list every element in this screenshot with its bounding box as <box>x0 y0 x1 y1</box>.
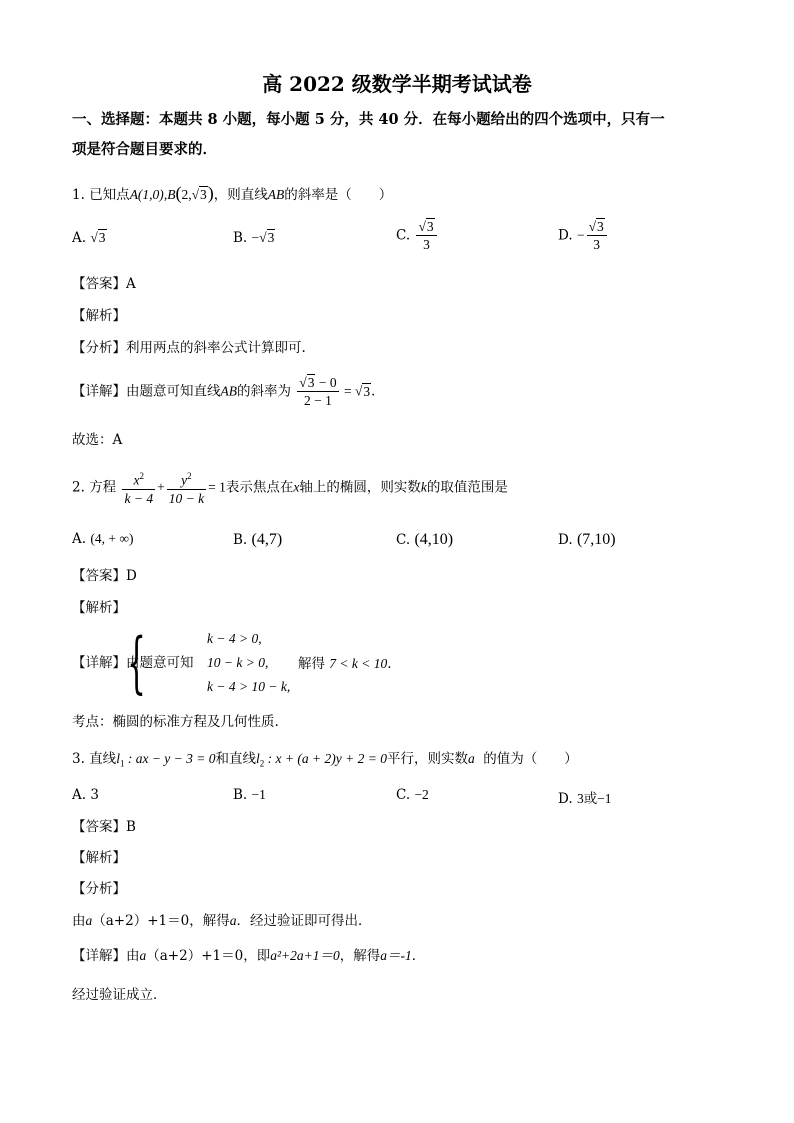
q2-analysis-label: 【解析】 <box>72 600 126 616</box>
q3-option-a: A. 3 <box>72 787 99 803</box>
q1-stem-suffix: 的斜率是（ ） <box>284 187 393 203</box>
q1-stem-prefix: 已知点 <box>89 187 130 203</box>
q1-analysis-label: 【解析】 <box>72 308 126 324</box>
q3-fenxi-text: 由a（a+2）+1＝0，解得a．经过验证即可得出． <box>72 913 372 929</box>
q3-option-d: D. 3或−1 <box>558 791 612 807</box>
q2-option-d: D. (7,10) <box>558 531 616 548</box>
page-title: 高 2022 级数学半期考试试卷 <box>262 72 532 96</box>
q3-option-b: B. −1 <box>233 787 266 803</box>
q1-point-a: A(1,0) <box>129 187 164 202</box>
q1-point-b-prefix: B <box>167 187 176 202</box>
q1-point-b-open: ( <box>175 183 182 203</box>
q2-detail-prefix: 【详解】由题意可知 <box>72 655 194 671</box>
q1-answer: 【答案】A <box>72 276 136 292</box>
q2-system-line1: k − 4 > 0, <box>207 631 262 646</box>
q1-option-a: A. √3 <box>72 230 106 246</box>
q3-fenxi-label: 【分析】 <box>72 881 126 897</box>
q2-system-brace: { <box>127 624 146 701</box>
q1-choice: 故选：A <box>72 432 123 448</box>
q3-detail: 【详解】由a（a+2）+1＝0，即a²+2a+1＝0，解得a＝-1． <box>72 948 426 964</box>
q1-point-b-close: ) <box>207 183 214 203</box>
q1-fenxi: 【分析】利用两点的斜率公式计算即可. <box>72 340 306 356</box>
q2-system-line2: 10 − k > 0, <box>207 655 269 670</box>
q1-point-b-sqrt: √3 <box>191 187 207 202</box>
q1-detail: 【详解】由题意可知直线AB的斜率为 $\frac{√3 - 0}{2 - 1}$ = √3． <box>72 375 385 408</box>
q1-stem <box>72 184 392 204</box>
q1-option-c: C. $\frac{√3}{3}$ <box>396 218 439 253</box>
q2-option-c: C. (4,10) <box>396 531 454 548</box>
section-heading-line1: 一、选择题：本题共 8 小题，每小题 5 分，共 40 分．在每小题给出的四个选项中，只有一 <box>72 111 665 128</box>
q1-option-b: B. −√3 <box>233 230 275 246</box>
q2-system-line3: k − 4 > 10 − k, <box>207 679 291 694</box>
q1-stem-mid: ，则直线 <box>213 187 268 203</box>
q3-stem: 3. 直线$l_1$ : ax − y − 3 = 0和直线$l_2$ : x + (a + 2)y + 2 = 0平行，则实数a 的值为（ ） <box>72 751 578 769</box>
q3-analysis-label: 【解析】 <box>72 850 126 866</box>
q1-option-d: D. − $\frac{√3}{3}$ <box>558 218 609 253</box>
q2-solve: 解得 7 < k < 10. <box>298 656 392 672</box>
q1-point-b-x: 2, <box>181 187 192 202</box>
q1-line-name: AB <box>267 187 285 202</box>
q1-number: 1. <box>72 187 85 203</box>
q2-option-a: A. (4, + ∞) <box>72 531 134 547</box>
q3-verify: 经过验证成立． <box>72 987 167 1003</box>
q3-option-c: C. −2 <box>396 787 429 803</box>
q1-comma: , <box>163 187 168 202</box>
q2-answer: 【答案】D <box>72 568 137 584</box>
section-heading-line2: 项是符合题目要求的． <box>72 141 217 158</box>
q2-stem: 2. 方程 $\frac{x^2}{k - 4}$ + $\frac{y^2}{10 - k}$ = 1表示焦点在x轴上的椭圆，则实数k的取值范围是 <box>72 468 508 508</box>
q2-option-b: B. (4,7) <box>233 531 283 548</box>
q2-kaodian: 考点：椭圆的标准方程及几何性质. <box>72 714 279 730</box>
q3-answer: 【答案】B <box>72 819 136 835</box>
